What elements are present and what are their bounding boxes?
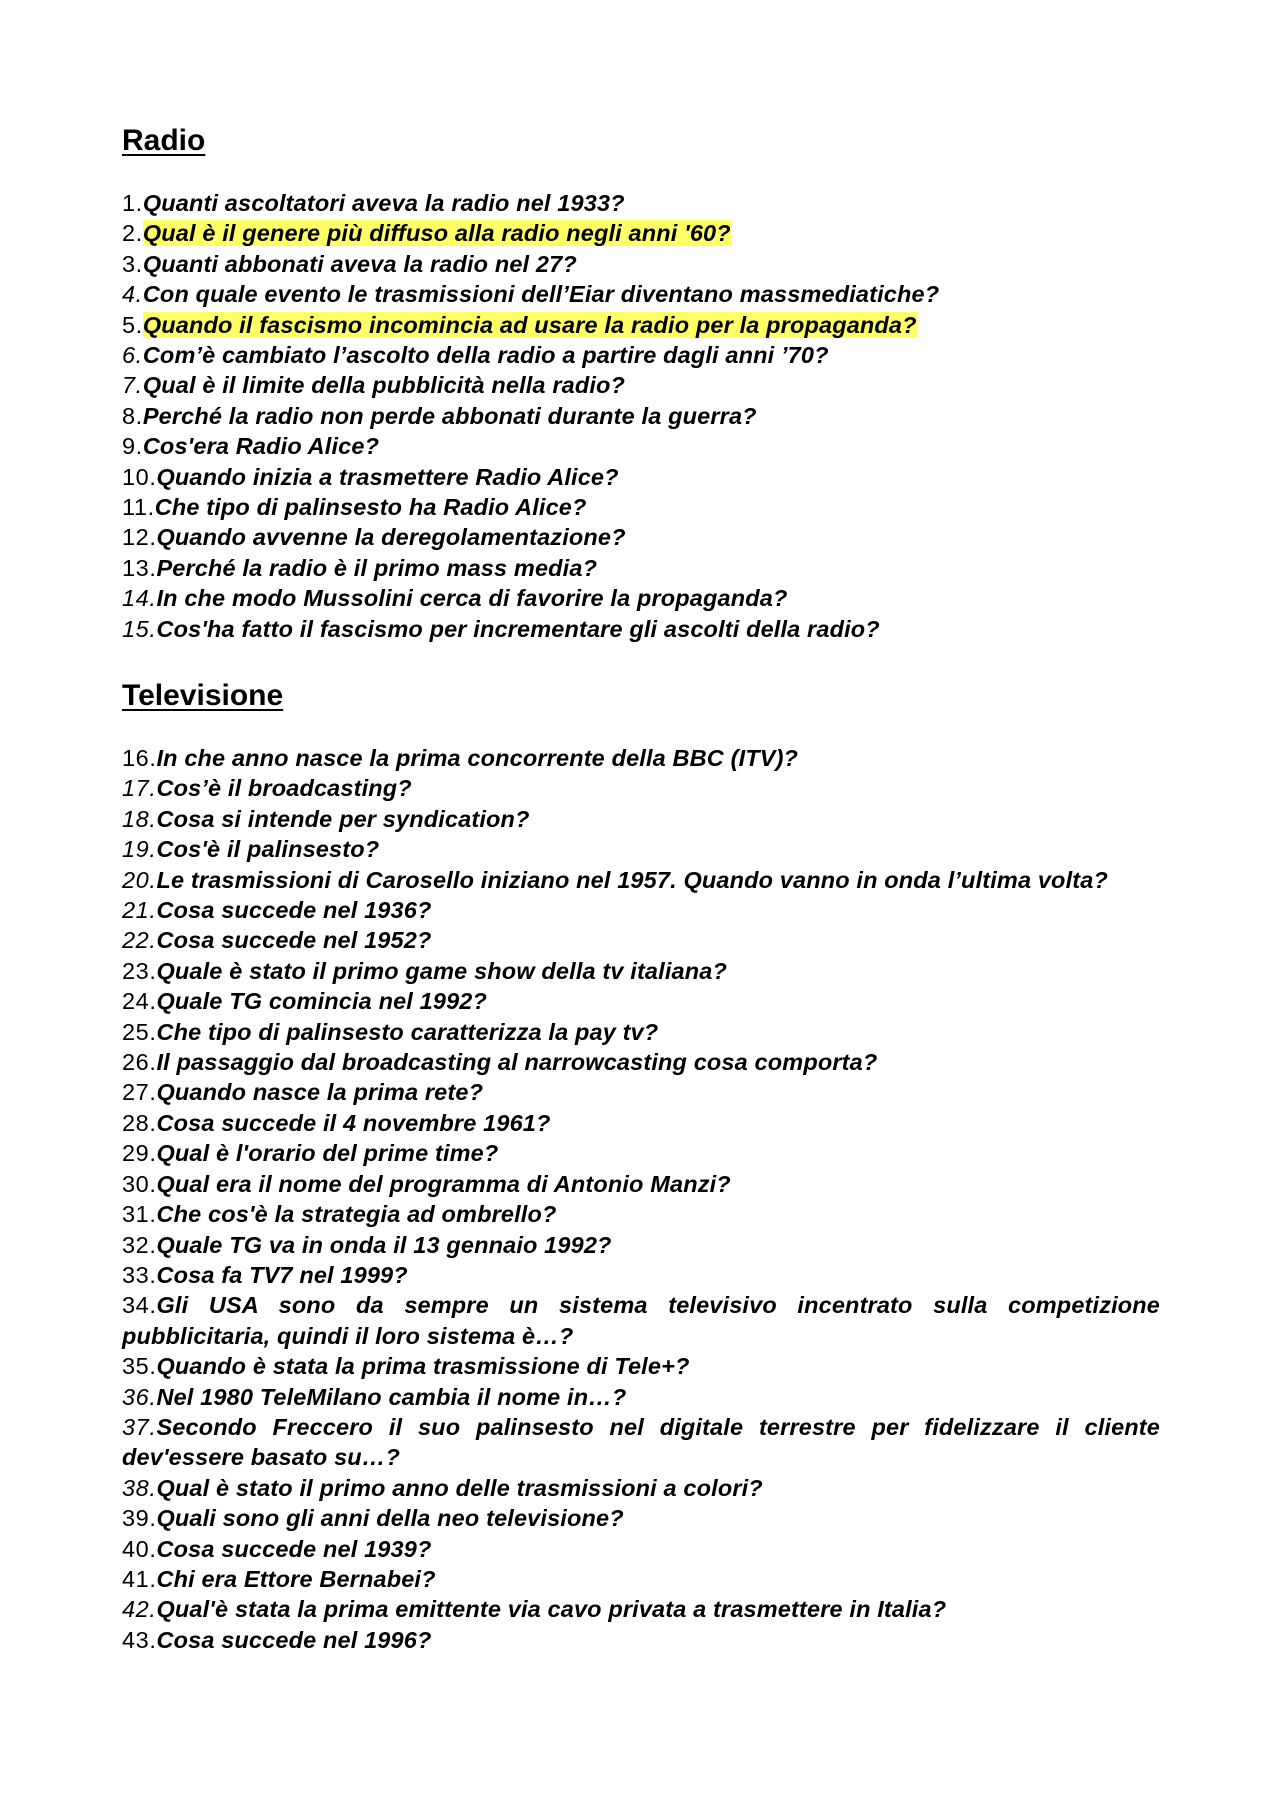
question-text: Qual'è stata la prima emittente via cavo privata a trasmettere in Italia?	[156, 1596, 947, 1623]
question-text: Qual è stato il primo anno delle trasmissioni a colori?	[156, 1474, 763, 1501]
question-text: In che anno nasce la prima concorrente della BBC (ITV)?	[156, 745, 799, 771]
question-text: Chi era Ettore Bernabei?	[156, 1565, 436, 1592]
question-text: Cosa succede nel 1996?	[156, 1626, 432, 1653]
question-item	[122, 1503, 1160, 1533]
question-item	[122, 522, 1160, 552]
question-text: Quando inizia a trasmettere Radio Alice?	[156, 463, 619, 490]
question-item	[122, 1564, 1160, 1594]
question-text: Quando nasce la prima rete?	[156, 1079, 484, 1106]
question-number: 39.	[122, 1505, 157, 1532]
question-item	[122, 279, 1160, 309]
question-number: 2.	[122, 220, 143, 247]
question-number: 30.	[122, 1170, 157, 1197]
question-number: 40.	[122, 1535, 157, 1562]
question-text: Perché la radio non perde abbonati durante la guerra?	[142, 402, 757, 429]
question-item	[122, 431, 1160, 461]
question-item	[122, 492, 1160, 522]
question-item	[122, 804, 1160, 834]
question-text: Quanti abbonati aveva la radio nel 27?	[142, 250, 577, 277]
question-number: 28.	[122, 1109, 157, 1136]
question-text: Quale TG comincia nel 1992?	[156, 988, 488, 1015]
question-number: 26.	[122, 1049, 157, 1076]
question-text: Quale TG va in onda il 13 gennaio 1992?	[156, 1231, 612, 1258]
question-item	[122, 218, 1160, 248]
question-number: 17.	[122, 775, 157, 802]
question-item	[122, 462, 1160, 492]
question-text: Cosa succede il 4 novembre 1961?	[156, 1109, 551, 1136]
question-text: Che cos'è la strategia ad ombrello?	[156, 1201, 557, 1228]
question-item	[122, 1290, 1160, 1351]
question-item	[122, 956, 1160, 986]
question-number: 13.	[122, 554, 157, 581]
question-number: 14.	[122, 585, 157, 612]
question-text: In che modo Mussolini cerca di favorire la propaganda?	[156, 585, 788, 612]
question-text: Con quale evento le trasmissioni dell’Eiar diventano massmediatiche?	[142, 281, 940, 308]
question-text: Le trasmissioni di Carosello iniziano nel 1957. Quando vanno in onda l’ultima volta?	[156, 866, 1108, 893]
question-item	[122, 1351, 1160, 1381]
question-item	[122, 1260, 1160, 1290]
question-item	[122, 370, 1160, 400]
question-number: 10.	[122, 463, 157, 490]
question-item	[122, 1412, 1160, 1473]
question-number: 23.	[122, 957, 157, 984]
question-number: 37.	[122, 1413, 157, 1440]
question-number: 7.	[122, 372, 143, 399]
question-text: Qual è l'orario del prime time?	[156, 1140, 499, 1167]
question-number: 32.	[122, 1231, 157, 1258]
question-item	[122, 1138, 1160, 1168]
question-text: Cos'ha fatto il fascismo per incrementare gli ascolti della radio?	[156, 615, 880, 642]
question-item	[122, 1594, 1160, 1624]
question-list-radio	[122, 188, 1160, 644]
question-item	[122, 1199, 1160, 1229]
question-text: Qual è il limite della pubblicità nella radio?	[142, 372, 626, 399]
question-text: Cosa si intende per syndication?	[156, 805, 530, 832]
question-number: 20.	[122, 866, 157, 893]
question-number: 43.	[122, 1626, 157, 1653]
question-item	[122, 1625, 1160, 1655]
question-item	[122, 925, 1160, 955]
question-item	[122, 865, 1160, 895]
question-item	[122, 773, 1160, 803]
question-text: Nel 1980 TeleMilano cambia il nome in…?	[156, 1383, 627, 1410]
question-text: Cos’è il broadcasting?	[156, 775, 412, 802]
question-item	[122, 895, 1160, 925]
question-item	[122, 1077, 1160, 1107]
question-number: 31.	[122, 1201, 157, 1228]
question-text: Il passaggio dal broadcasting al narrowcasting cosa comporta?	[156, 1049, 878, 1076]
question-item	[122, 1473, 1160, 1503]
question-number: 38.	[122, 1474, 157, 1501]
question-item	[122, 340, 1160, 370]
question-item	[122, 834, 1160, 864]
question-item	[122, 1047, 1160, 1077]
question-number: 33.	[122, 1261, 157, 1288]
question-text: Quando è stata la prima trasmissione di Tele+?	[156, 1353, 690, 1380]
question-number: 36.	[122, 1383, 157, 1410]
question-number: 8.	[122, 402, 143, 429]
question-text: Qual è il genere più diffuso alla radio negli anni '60?	[142, 220, 731, 247]
question-text: Cosa fa TV7 nel 1999?	[156, 1261, 408, 1288]
question-number: 41.	[122, 1565, 157, 1592]
section-heading-radio: Radio	[122, 124, 206, 157]
question-number: 15.	[122, 615, 157, 642]
question-number: 24.	[122, 988, 157, 1015]
question-number: 21.	[122, 897, 157, 924]
question-item	[122, 188, 1160, 218]
question-item	[122, 1534, 1160, 1564]
question-item	[122, 1108, 1160, 1138]
question-text: Gli USA sono da sempre un sistema televisivo incentrato sulla competizione pubblicitaria, quindi il loro sistema è…?	[122, 1292, 1160, 1349]
question-number: 25.	[122, 1018, 157, 1045]
question-text: Cosa succede nel 1952?	[156, 927, 432, 954]
question-number: 42.	[122, 1596, 157, 1623]
question-text: Perché la radio è il primo mass media?	[156, 554, 598, 581]
question-number: 22.	[122, 927, 157, 954]
question-text: Cosa succede nel 1936?	[156, 897, 432, 924]
question-item	[122, 401, 1160, 431]
question-number: 16.	[122, 745, 157, 771]
question-text: Com’è cambiato l’ascolto della radio a partire dagli anni ’70?	[142, 342, 829, 369]
question-item	[122, 1017, 1160, 1047]
question-item	[122, 1382, 1160, 1412]
question-number: 34.	[122, 1292, 157, 1319]
question-item	[122, 614, 1160, 644]
question-number: 3.	[122, 250, 143, 277]
question-item	[122, 743, 1160, 773]
question-text: Quando il fascismo incomincia ad usare la radio per la propaganda?	[142, 311, 917, 338]
question-item	[122, 1230, 1160, 1260]
question-number: 35.	[122, 1353, 157, 1380]
question-item	[122, 1169, 1160, 1199]
question-item	[122, 310, 1160, 340]
question-text: Quanti ascoltatori aveva la radio nel 1933?	[142, 190, 625, 216]
question-number: 9.	[122, 433, 143, 460]
question-item	[122, 249, 1160, 279]
question-text: Quando avvenne la deregolamentazione?	[156, 524, 626, 551]
question-text: Cosa succede nel 1939?	[156, 1535, 432, 1562]
question-text: Quali sono gli anni della neo televisione?	[156, 1505, 624, 1532]
section-heading-televisione: Televisione	[122, 679, 284, 712]
question-item	[122, 553, 1160, 583]
question-number: 1.	[122, 190, 143, 216]
question-item	[122, 986, 1160, 1016]
question-text: Che tipo di palinsesto caratterizza la pay tv?	[156, 1018, 659, 1045]
question-text: Cos'era Radio Alice?	[142, 433, 380, 460]
question-number: 19.	[122, 836, 157, 863]
question-text: Secondo Freccero il suo palinsesto nel digitale terrestre per fidelizzare il cliente dev'essere basato su…?	[122, 1413, 1160, 1471]
question-number: 29.	[122, 1140, 157, 1167]
question-number: 11.	[122, 494, 155, 521]
question-number: 18.	[122, 805, 157, 832]
question-item	[122, 583, 1160, 613]
question-text: Cos'è il palinsesto?	[156, 836, 380, 863]
question-text: Che tipo di palinsesto ha Radio Alice?	[154, 494, 587, 521]
question-number: 4.	[122, 281, 143, 308]
question-list-televisione	[122, 743, 1160, 1655]
question-number: 6.	[122, 342, 143, 369]
question-text: Qual era il nome del programma di Antonio Manzi?	[156, 1170, 731, 1197]
question-text: Quale è stato il primo game show della tv italiana?	[156, 957, 727, 984]
question-number: 12.	[122, 524, 157, 551]
question-number: 27.	[122, 1079, 157, 1106]
question-number: 5.	[122, 311, 143, 338]
